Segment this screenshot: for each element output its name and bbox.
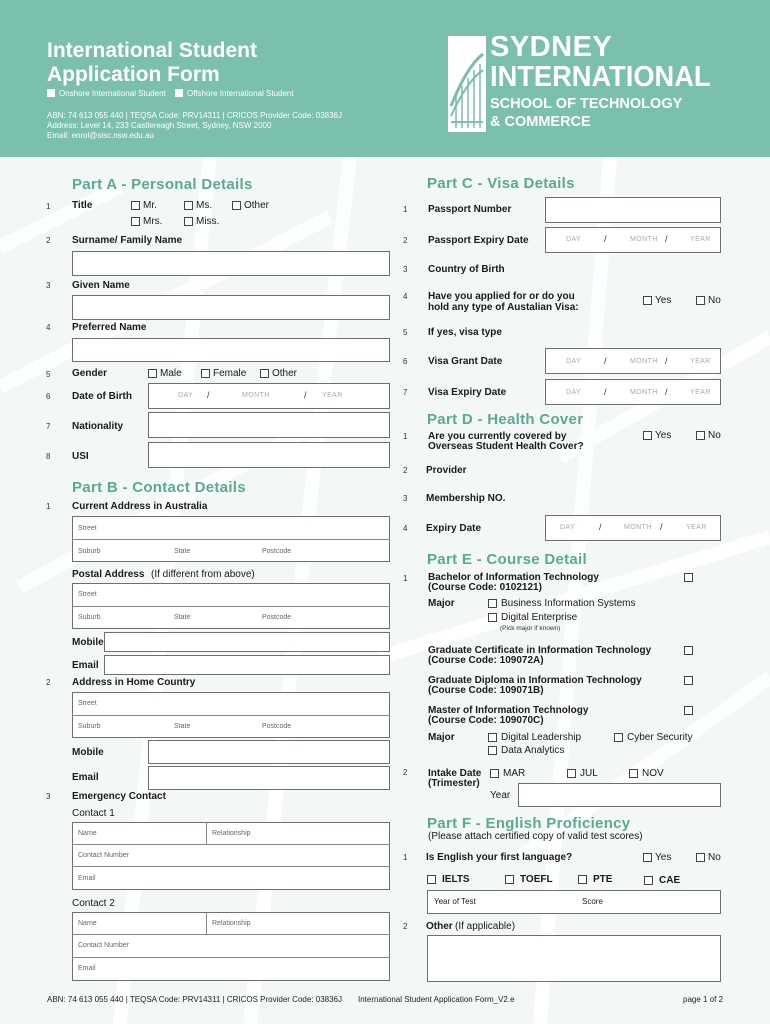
street-placeholder: Street <box>78 700 97 707</box>
nationality-label: Nationality <box>72 421 124 432</box>
gender-male-label: Male <box>160 368 182 379</box>
month-placeholder: MONTH <box>630 236 658 243</box>
item-number: 1 <box>403 574 408 583</box>
dob-month-placeholder: MONTH <box>242 392 270 399</box>
offshore-checkbox[interactable] <box>175 89 183 97</box>
visa-question-line2: hold any type of Austalian Visa: <box>428 302 579 313</box>
name-placeholder: Name <box>78 920 97 927</box>
postal-address-note: (If different from above) <box>151 569 255 580</box>
part-f-note: (Please attach certified copy of valid test scores) <box>428 831 643 842</box>
row-divider <box>72 957 390 958</box>
year-placeholder: YEAR <box>690 358 711 365</box>
toefl-label: TOEFL <box>520 874 553 885</box>
part-e-heading: Part E - Course Detail <box>427 551 587 568</box>
item-number: 6 <box>46 392 51 401</box>
da-checkbox[interactable] <box>488 746 497 755</box>
visa-question-line1: Have you applied for or do you <box>428 291 575 302</box>
home-mobile-label: Mobile <box>72 747 104 758</box>
home-mobile-input[interactable] <box>148 740 390 764</box>
country-of-birth-label: Country of Birth <box>428 264 505 275</box>
cae-label: CAE <box>659 875 681 886</box>
year-placeholder: YEAR <box>690 236 711 243</box>
other-test-note: (If applicable) <box>455 921 516 932</box>
visa-no-label: No <box>708 295 721 306</box>
date-separator: / <box>207 390 210 400</box>
title-mrs-checkbox[interactable] <box>131 217 140 226</box>
contact1-label: Contact 1 <box>72 808 115 819</box>
header-abn: ABN: 74 613 055 440 | TEQSA Code: PRV14311 | CRICOS Provider Code: 03836J <box>47 111 342 120</box>
item-number: 1 <box>403 432 408 441</box>
provider-label: Provider <box>426 465 467 476</box>
item-number: 5 <box>403 328 408 337</box>
english-first-label: Is English your first language? <box>426 852 573 863</box>
part-d-heading: Part D - Health Cover <box>427 411 584 428</box>
date-separator: / <box>604 387 607 397</box>
other-test-input[interactable] <box>427 935 721 982</box>
visa-grant-label: Visa Grant Date <box>428 356 503 367</box>
home-email-input[interactable] <box>148 766 390 790</box>
oshc-question-line2: Overseas Student Health Cover? <box>428 441 584 452</box>
day-placeholder: DAY <box>566 358 582 365</box>
title-miss-label: Miss. <box>196 216 220 227</box>
cae-checkbox[interactable] <box>644 876 653 885</box>
visa-yes-label: Yes <box>655 295 672 306</box>
oshc-expiry-label: Expiry Date <box>426 523 482 534</box>
gc-course-name: Graduate Certificate in Information Technology <box>428 645 652 656</box>
suburb-placeholder: Suburb <box>78 548 101 555</box>
item-number: 2 <box>46 678 51 687</box>
row-divider <box>72 606 390 607</box>
mit-course-name: Master of Information Technology <box>428 705 589 716</box>
visa-type-label: If yes, visa type <box>428 327 502 338</box>
item-number: 8 <box>46 452 51 461</box>
relationship-placeholder: Relationship <box>212 830 251 837</box>
passport-number-input[interactable] <box>545 197 721 223</box>
intake-mar-checkbox[interactable] <box>490 769 499 778</box>
visa-no-checkbox[interactable] <box>696 296 705 305</box>
intake-mar-label: MAR <box>503 768 526 779</box>
item-number: 2 <box>403 466 408 475</box>
de-label: Digital Enterprise <box>501 612 578 623</box>
gc-course-code: (Course Code: 109072A) <box>428 655 544 666</box>
mobile-input[interactable] <box>104 632 390 652</box>
dl-label: Digital Leadership <box>501 732 582 743</box>
english-yes-label: Yes <box>655 852 672 863</box>
logo-text-international: INTERNATIONAL <box>490 61 711 93</box>
visa-expiry-label: Visa Expiry Date <box>428 387 507 398</box>
part-c-heading: Part C - Visa Details <box>427 175 575 192</box>
state-placeholder: State <box>174 548 191 555</box>
dl-checkbox[interactable] <box>488 733 497 742</box>
part-b-heading: Part B - Contact Details <box>72 479 246 496</box>
home-address-label: Address in Home Country <box>72 677 196 688</box>
month-placeholder: MONTH <box>624 524 652 531</box>
contact-number-placeholder: Contact Number <box>78 852 129 859</box>
col-divider <box>206 822 207 844</box>
gender-female-checkbox[interactable] <box>201 369 210 378</box>
item-number: 7 <box>46 422 51 431</box>
oshc-no-label: No <box>708 430 721 441</box>
title-mr-label: Mr. <box>143 200 157 211</box>
date-separator: / <box>599 522 602 532</box>
dob-year-placeholder: YEAR <box>322 392 343 399</box>
postcode-placeholder: Postcode <box>262 723 292 730</box>
bit-checkbox[interactable] <box>684 573 693 582</box>
preferred-name-input[interactable] <box>72 338 390 362</box>
item-number: 4 <box>403 292 408 301</box>
ielts-label: IELTS <box>442 874 470 885</box>
mobile-label: Mobile <box>72 637 104 648</box>
title-label: Title <box>72 200 93 211</box>
gc-checkbox[interactable] <box>684 646 693 655</box>
oshc-question-line1: Are you currently covered by <box>428 431 567 442</box>
preferred-name-label: Preferred Name <box>72 322 147 333</box>
item-number: 1 <box>403 205 408 214</box>
passport-expiry-label: Passport Expiry Date <box>428 235 529 246</box>
date-separator: / <box>665 387 668 397</box>
gender-other-label: Other <box>272 368 298 379</box>
intake-label-line2: (Trimester) <box>428 778 480 789</box>
cs-label: Cyber Security <box>627 732 693 743</box>
title-mrs-label: Mrs. <box>143 216 163 227</box>
email-placeholder: Email <box>78 965 96 972</box>
item-number: 4 <box>403 524 408 533</box>
row-divider <box>72 844 390 845</box>
form-title-line2: Application Form <box>47 63 220 86</box>
postcode-placeholder: Postcode <box>262 614 292 621</box>
mit-major-label: Major <box>428 732 455 743</box>
title-ms-label: Ms. <box>196 200 213 211</box>
mit-course-code: (Course Code: 109070C) <box>428 715 544 726</box>
current-address-label: Current Address in Australia <box>72 501 208 512</box>
item-number: 6 <box>403 357 408 366</box>
intake-nov-label: NOV <box>642 768 664 779</box>
item-number: 2 <box>403 922 408 931</box>
passport-number-label: Passport Number <box>428 204 512 215</box>
date-separator: / <box>604 356 607 366</box>
dob-day-placeholder: DAY <box>178 392 194 399</box>
gd-course-code: (Course Code: 109071B) <box>428 685 544 696</box>
bit-course-code: (Course Code: 0102121) <box>428 582 542 593</box>
row-divider <box>72 539 390 540</box>
date-separator: / <box>304 390 307 400</box>
item-number: 1 <box>46 502 51 511</box>
item-number: 3 <box>403 265 408 274</box>
other-test-label: Other <box>426 921 453 932</box>
membership-label: Membership NO. <box>426 493 506 504</box>
home-email-label: Email <box>72 772 99 783</box>
item-number: 3 <box>403 494 408 503</box>
pte-checkbox[interactable] <box>578 875 587 884</box>
de-checkbox[interactable] <box>488 613 497 622</box>
oshc-yes-label: Yes <box>655 430 672 441</box>
dob-label: Date of Birth <box>72 391 132 402</box>
title-ms-checkbox[interactable] <box>184 201 193 210</box>
month-placeholder: MONTH <box>630 389 658 396</box>
item-number: 1 <box>403 853 408 862</box>
title-mr-checkbox[interactable] <box>131 201 140 210</box>
gender-male-checkbox[interactable] <box>148 369 157 378</box>
logo-text-school: SCHOOL OF TECHNOLOGY <box>490 96 683 112</box>
footer-page-number: page 1 of 2 <box>683 995 724 1004</box>
pick-major-note: (Pick major if known) <box>500 625 561 632</box>
major-label: Major <box>428 598 455 609</box>
form-title-line1: International Student <box>47 39 257 62</box>
bridge-icon <box>448 36 486 132</box>
item-number: 4 <box>46 323 51 332</box>
item-number: 7 <box>403 388 408 397</box>
intake-nov-checkbox[interactable] <box>629 769 638 778</box>
given-name-label: Given Name <box>72 280 130 291</box>
header-email: Email: enrol@sisc.nsw.edu.au <box>47 131 154 140</box>
date-separator: / <box>604 234 607 244</box>
surname-input[interactable] <box>72 251 390 276</box>
english-no-checkbox[interactable] <box>696 853 705 862</box>
english-no-label: No <box>708 852 721 863</box>
gd-checkbox[interactable] <box>684 676 693 685</box>
english-yes-checkbox[interactable] <box>643 853 652 862</box>
part-f-heading: Part F - English Proficiency <box>427 815 631 832</box>
street-placeholder: Street <box>78 591 97 598</box>
row-divider <box>72 866 390 867</box>
day-placeholder: DAY <box>566 389 582 396</box>
name-placeholder: Name <box>78 830 97 837</box>
onshore-checkbox[interactable] <box>47 89 55 97</box>
intake-jul-checkbox[interactable] <box>567 769 576 778</box>
offshore-label: Offshore International Student <box>187 89 294 98</box>
cs-checkbox[interactable] <box>614 733 623 742</box>
date-separator: / <box>665 234 668 244</box>
bit-course-name: Bachelor of Information Technology <box>428 572 599 583</box>
title-other-label: Other <box>244 200 270 211</box>
month-placeholder: MONTH <box>630 358 658 365</box>
footer-form-version: International Student Application Form_V2.e <box>358 995 515 1004</box>
gd-course-name: Graduate Diploma in Information Technology <box>428 675 642 686</box>
gender-label: Gender <box>72 368 108 379</box>
nationality-input[interactable] <box>148 412 390 438</box>
mit-checkbox[interactable] <box>684 706 693 715</box>
intake-year-label: Year <box>490 790 511 801</box>
item-number: 3 <box>46 281 51 290</box>
usi-input[interactable] <box>148 442 390 468</box>
emergency-contact-label: Emergency Contact <box>72 791 166 802</box>
col-divider <box>206 912 207 934</box>
item-number: 2 <box>403 236 408 245</box>
given-name-input[interactable] <box>72 295 390 320</box>
day-placeholder: DAY <box>566 236 582 243</box>
item-number: 2 <box>403 768 408 777</box>
toefl-checkbox[interactable] <box>505 875 514 884</box>
intake-label-line1: Intake Date <box>428 768 482 779</box>
footer-registration: ABN: 74 613 055 440 | TEQSA Code: PRV14311 | CRICOS Provider Code: 03836J <box>47 995 342 1004</box>
intake-jul-label: JUL <box>580 768 598 779</box>
postal-address-label: Postal Address <box>72 569 145 580</box>
ielts-checkbox[interactable] <box>427 875 436 884</box>
item-number: 5 <box>46 370 51 379</box>
date-separator: / <box>660 522 663 532</box>
surname-label: Surname/ Family Name <box>72 235 183 246</box>
item-number: 1 <box>46 202 51 211</box>
logo-mark <box>448 36 486 132</box>
email-placeholder: Email <box>78 875 96 882</box>
row-divider <box>72 715 390 716</box>
item-number: 2 <box>46 236 51 245</box>
gender-female-label: Female <box>213 368 247 379</box>
date-separator: / <box>665 356 668 366</box>
email-input[interactable] <box>104 655 390 675</box>
state-placeholder: State <box>174 614 191 621</box>
onshore-label: Onshore International Student <box>59 89 166 98</box>
relationship-placeholder: Relationship <box>212 920 251 927</box>
usi-label: USI <box>72 451 89 462</box>
visa-yes-checkbox[interactable] <box>643 296 652 305</box>
suburb-placeholder: Suburb <box>78 723 101 730</box>
street-placeholder: Street <box>78 525 97 532</box>
title-other-checkbox[interactable] <box>232 201 241 210</box>
oshc-no-checkbox[interactable] <box>696 431 705 440</box>
da-label: Data Analytics <box>501 745 565 756</box>
year-placeholder: YEAR <box>690 389 711 396</box>
oshc-yes-checkbox[interactable] <box>643 431 652 440</box>
score-placeholder: Score <box>582 897 603 906</box>
gender-other-checkbox[interactable] <box>260 369 269 378</box>
suburb-placeholder: Suburb <box>78 614 101 621</box>
contact2-label: Contact 2 <box>72 898 115 909</box>
bis-checkbox[interactable] <box>488 599 497 608</box>
day-placeholder: DAY <box>560 524 576 531</box>
bis-label: Business Information Systems <box>501 598 636 609</box>
form-header <box>0 0 770 157</box>
item-number: 3 <box>46 792 51 801</box>
state-placeholder: State <box>174 723 191 730</box>
logo-text-commerce: & COMMERCE <box>490 114 591 130</box>
part-a-heading: Part A - Personal Details <box>72 176 253 193</box>
postcode-placeholder: Postcode <box>262 548 292 555</box>
email-label: Email <box>72 660 99 671</box>
contact-number-placeholder: Contact Number <box>78 942 129 949</box>
header-address: Address: Level 14, 233 Castlereagh Street, Sydney, NSW 2000 <box>47 121 272 130</box>
logo-text-sydney: SYDNEY <box>490 31 613 63</box>
row-divider <box>72 934 390 935</box>
intake-year-input[interactable] <box>518 783 721 807</box>
pte-label: PTE <box>593 874 613 885</box>
title-miss-checkbox[interactable] <box>184 217 193 226</box>
year-of-test-placeholder: Year of Test <box>434 897 476 906</box>
year-placeholder: YEAR <box>686 524 707 531</box>
